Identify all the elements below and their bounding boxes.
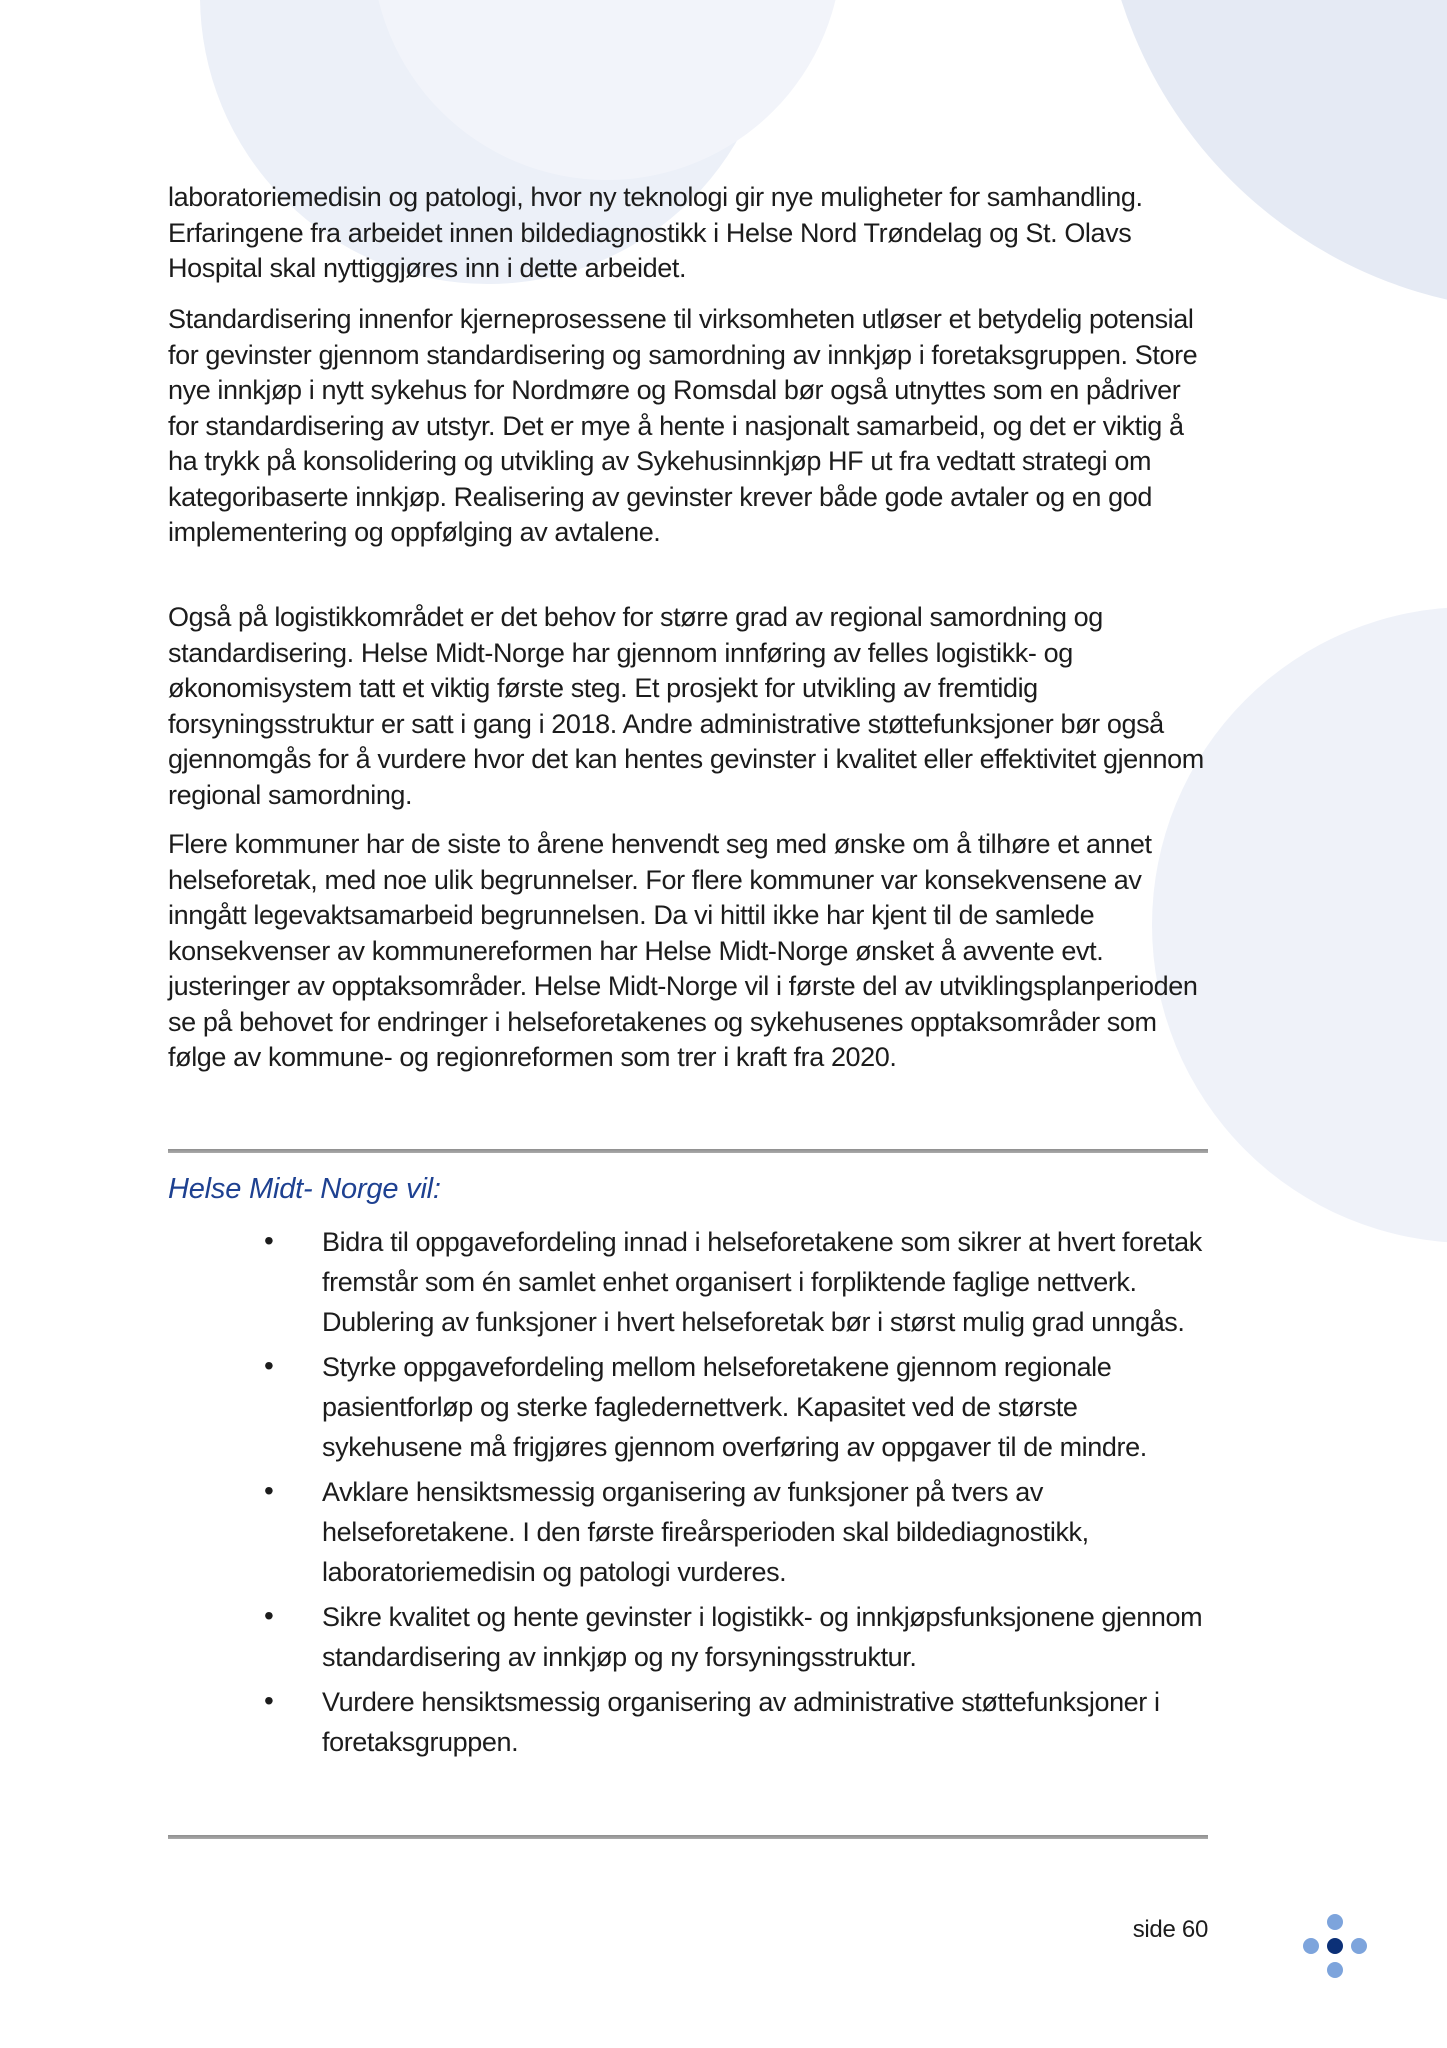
bullet-item (168, 1682, 1208, 1762)
bullet-icon: • (264, 1225, 274, 1256)
page-number: side 60 (1132, 1916, 1208, 1943)
bullet-icon: • (264, 1600, 274, 1631)
bullet-item (168, 1222, 1208, 1342)
logo-dot-bottom (1327, 1962, 1343, 1978)
logo-dot-center (1327, 1938, 1343, 1954)
bullet-icon: • (264, 1350, 274, 1381)
bullet-icon: • (264, 1685, 274, 1716)
helse-midt-norge-logo-icon (1303, 1914, 1367, 1978)
paragraph-1: laboratoriemedisin og patologi, hvor ny teknologi gir nye muligheter for samhandling. Erfaringene fra arbeidet innen bildediagnostikk i Helse Nord Trøndelag og St. Olavs Hospital skal nyttiggjøres inn i dette arbeidet. (168, 182, 1143, 283)
section-divider-top (168, 1149, 1208, 1153)
bullet-list (168, 1222, 1208, 1767)
bullet-text: Sikre kvalitet og hente gevinster i logistikk- og innkjøpsfunksjonene gjennom standardisering av innkjøp og ny forsyningsstruktur. (322, 1602, 1203, 1672)
bullet-text: Bidra til oppgavefordeling innad i helseforetakene som sikrer at hvert foretak fremstår som én samlet enhet organisert i forpliktende faglige nettverk. Dublering av funksjoner i hvert helseforetak bør i størst mulig grad unngås. (322, 1227, 1202, 1337)
bullet-text: Vurdere hensiktsmessig organisering av administrative støttefunksjoner i foretaksgruppen. (322, 1687, 1160, 1757)
section-heading: Helse Midt- Norge vil: (168, 1173, 441, 1205)
logo-dot-left (1303, 1938, 1319, 1954)
paragraph-4: Flere kommuner har de siste to årene henvendt seg med ønske om å tilhøre et annet helseforetak, med noe ulik begrunnelser. For flere kommuner var konsekvensene av inngått legevaktsamarbeid begrunnelsen. Da vi hittil ikke har kjent til de samlede konsekvenser av kommunereformen har Helse Midt-Norge ønsket å avvente evt. justeringer av opptaksområder. Helse Midt-Norge vil i første del av utviklingsplanperioden se på behovet for endringer i helseforetakenes og sykehusenes opptaksområder som følge av kommune- og regionreformen som trer i kraft fra 2020. (168, 829, 1198, 1072)
paragraph-2: Standardisering innenfor kjerneprosessene til virksomheten utløser et betydelig potensial for gevinster gjennom standardisering og samordning av innkjøp i foretaksgruppen. Store nye innkjøp i nytt sykehus for Nordmøre og Romsdal bør også utnyttes som en pådriver for standardisering av utstyr. Det er mye å hente i nasjonalt samarbeid, og det er viktig å ha trykk på konsolidering og utvikling av Sykehusinnkjøp HF ut fra vedtatt strategi om kategoribaserte innkjøp. Realisering av gevinster krever både gode avtaler og en god implementering og oppfølging av avtalene. (168, 304, 1198, 547)
bullet-item (168, 1597, 1208, 1677)
bullet-text: Avklare hensiktsmessig organisering av funksjoner på tvers av helseforetakene. I den første fireårsperioden skal bildediagnostikk, laboratoriemedisin og patologi vurderes. (322, 1477, 1089, 1587)
bullet-text: Styrke oppgavefordeling mellom helseforetakene gjennom regionale pasientforløp og sterke fagledernettverk. Kapasitet ved de største sykehusene må frigjøres gjennom overføring av oppgaver til de mindre. (322, 1352, 1147, 1462)
paragraph-3: Også på logistikkområdet er det behov for større grad av regional samordning og standardisering. Helse Midt-Norge har gjennom innføring av felles logistikk- og økonomisystem tatt et viktig første steg. Et prosjekt for utvikling av fremtidig forsyningsstruktur er satt i gang i 2018. Andre administrative støttefunksjoner bør også gjennomgås for å vurdere hvor det kan hentes gevinster i kvalitet eller effektivitet gjennom regional samordning. (168, 602, 1204, 810)
bullet-item (168, 1347, 1208, 1467)
logo-dot-top (1327, 1914, 1343, 1930)
logo-dot-right (1351, 1938, 1367, 1954)
section-divider-bottom (168, 1835, 1208, 1839)
bullet-icon: • (264, 1475, 274, 1506)
bullet-item (168, 1472, 1208, 1592)
